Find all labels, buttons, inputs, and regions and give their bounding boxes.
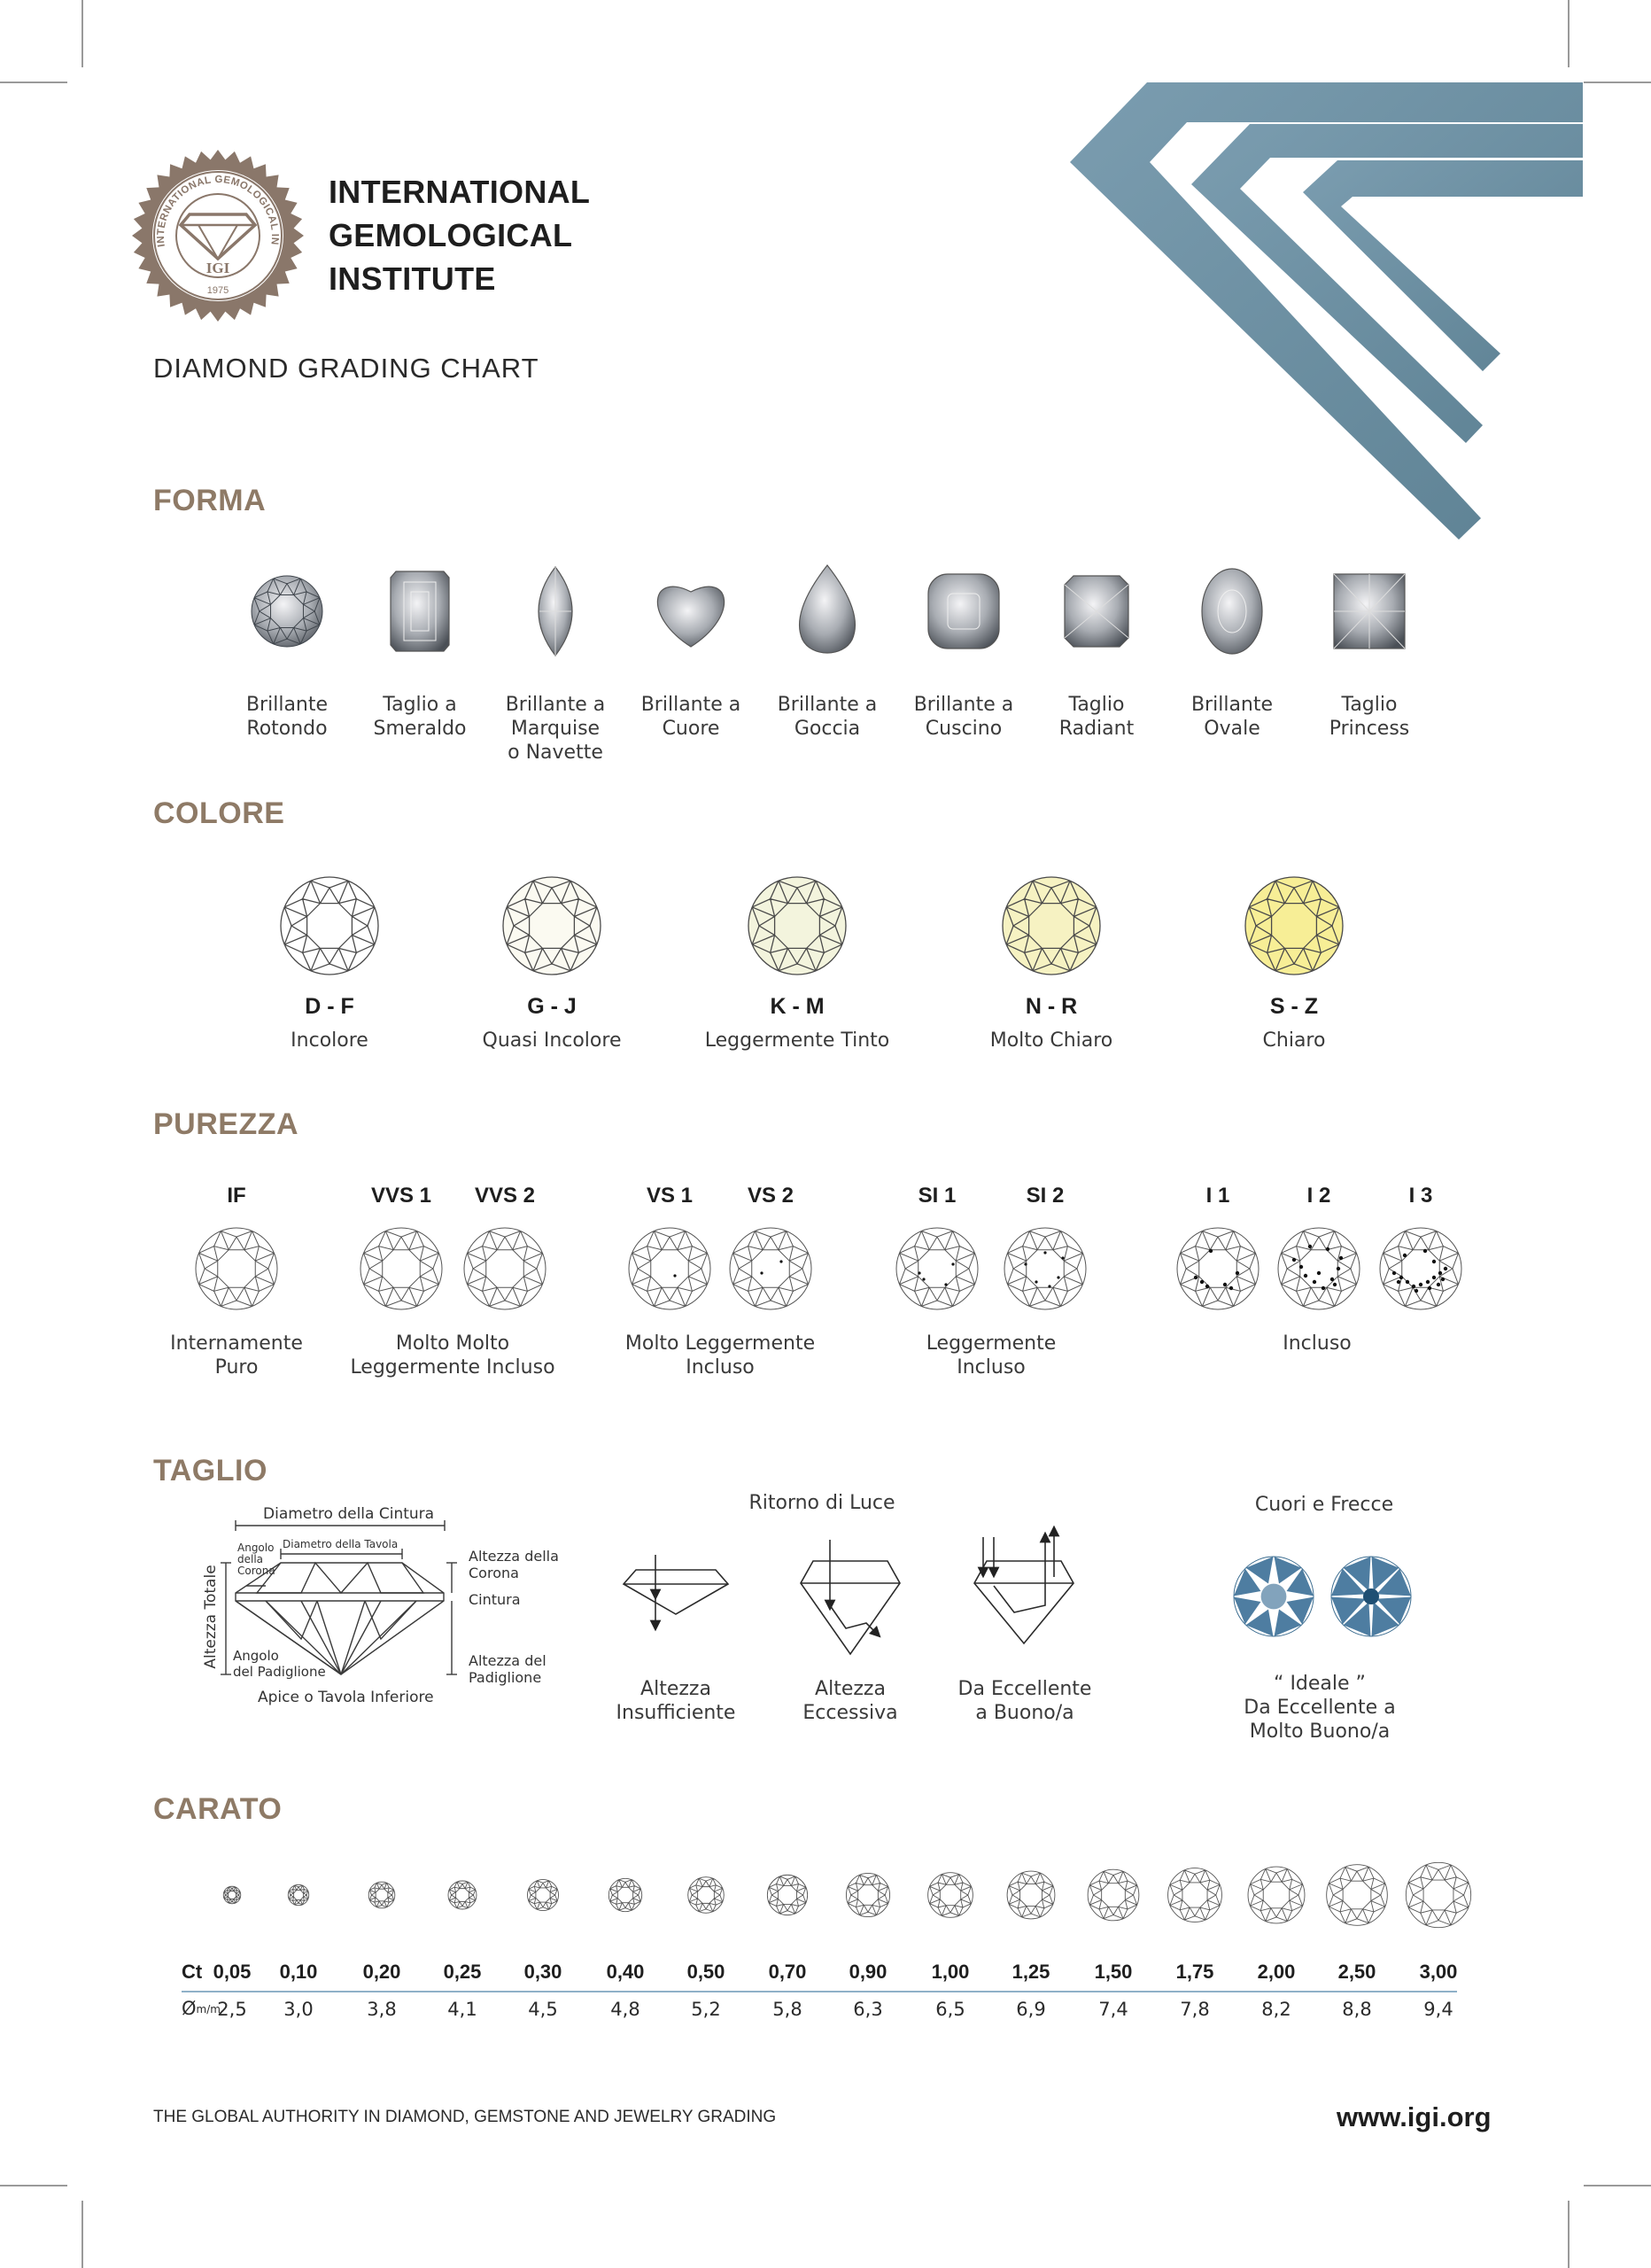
shape-label-line: Brillante a (505, 694, 606, 716)
inclusion-mark (1304, 1274, 1307, 1278)
clarity-group-label (587, 1332, 853, 1379)
clarity-grade-code: SI 1 (918, 1184, 957, 1208)
ct-label: Ct (182, 1961, 203, 1983)
pavilion-angle-line: Angolo (233, 1648, 279, 1664)
inclusion-mark (1236, 1271, 1239, 1275)
inclusion-mark (1444, 1267, 1447, 1270)
clarity-group-line: Leggermente Incluso (350, 1356, 555, 1379)
clarity-grade-code: VVS 1 (370, 1184, 432, 1208)
total-height-label: Altezza Totale (202, 1565, 220, 1669)
good-cut-icon (974, 1531, 1074, 1643)
carat-size-diamond-icon (1168, 1868, 1222, 1922)
shape-label-line: Cuscino (925, 718, 1003, 740)
carat-size-diamond-icon (368, 1882, 395, 1908)
pavilion-height-line: Padiglione (469, 1669, 542, 1686)
carat-size-diamond-icon (767, 1875, 807, 1915)
clarity-grade-diamond-icon (629, 1228, 710, 1309)
inclusion-mark (1313, 1280, 1316, 1284)
carat-diameter: 4,8 (610, 1999, 640, 2020)
carat-diamonds-row (0, 1856, 1651, 1936)
clarity-grade-code: VS 2 (747, 1184, 794, 1208)
igi-seal-logo (127, 141, 305, 322)
marquise-diamond-icon (539, 567, 572, 656)
light-return-title: Ritorno di Luce (748, 1492, 895, 1514)
inclusion-mark (1392, 1271, 1396, 1275)
carat-diameter: 9,4 (1423, 1999, 1453, 2020)
crown-height-line: Corona (469, 1565, 519, 1581)
carat-diameter: 3,0 (283, 1999, 314, 2020)
inclusion-mark (1406, 1280, 1409, 1284)
color-grade-label: Molto Chiaro (989, 1029, 1113, 1052)
carat-weight: 1,75 (1175, 1961, 1214, 1983)
carat-size-diamond-icon (608, 1878, 641, 1911)
footer-tagline: THE GLOBAL AUTHORITY IN DIAMOND, GEMSTONE AND JEWELRY GRADING (153, 2108, 777, 2126)
color-grade-code: N - R (1025, 994, 1078, 1019)
clarity-group-label (1184, 1332, 1450, 1355)
cut-label (753, 1677, 948, 1725)
shape-label-line: Taglio (1341, 694, 1398, 716)
inclusion-mark (1432, 1260, 1436, 1263)
clarity-grade-code: VS 1 (646, 1184, 694, 1208)
footer-url-link[interactable]: www.igi.org (1337, 2101, 1492, 2132)
shape-label-line: Marquise (510, 718, 601, 740)
carat-size-diamond-icon (1088, 1869, 1139, 1921)
shape-label-line: Cuore (662, 718, 720, 740)
seal-year: 1975 (206, 285, 229, 296)
carat-diameter: 6,9 (1016, 1999, 1046, 2020)
pavilion-height-label (469, 1652, 546, 1686)
inclusion-mark (1437, 1283, 1440, 1286)
shape-label (611, 693, 771, 741)
color-grade-code: S - Z (1269, 994, 1319, 1019)
color-diamonds-row (0, 868, 1651, 983)
carat-diameter: 6,5 (935, 1999, 965, 2020)
cut-label-line: Altezza (815, 1678, 886, 1700)
shape-label (1152, 693, 1312, 741)
girdle-label: Cintura (469, 1591, 521, 1608)
carat-size-diamond-icon (1248, 1867, 1305, 1923)
pavilion-height-line: Altezza del (469, 1652, 546, 1669)
carat-weight: 1,50 (1094, 1961, 1133, 1983)
carat-diameter: 7,4 (1098, 1999, 1128, 2020)
organization-name (329, 170, 590, 300)
crop-mark (0, 82, 67, 83)
inclusion-mark (1322, 1286, 1325, 1290)
clarity-grade-code: SI 2 (1026, 1184, 1065, 1208)
shape-label-line: Radiant (1058, 718, 1135, 740)
inclusion-mark (918, 1271, 920, 1274)
carat-weight: 0,20 (362, 1961, 401, 1983)
carat-diameter: 8,2 (1261, 1999, 1291, 2020)
crop-mark (81, 0, 83, 67)
carat-diameter: 7,8 (1180, 1999, 1210, 2020)
inclusion-mark (922, 1278, 925, 1280)
clarity-group-line: Molto Leggermente (624, 1332, 816, 1355)
inclusion-mark (1441, 1278, 1445, 1281)
inclusion-mark (1061, 1256, 1064, 1259)
carat-diameter: 3,8 (367, 1999, 397, 2020)
inclusion-mark (1043, 1251, 1046, 1254)
inclusion-mark (1317, 1271, 1321, 1275)
shape-label-line: Taglio a (383, 694, 457, 716)
clarity-grade-diamond-icon (196, 1228, 277, 1309)
color-grade-label: Incolore (291, 1029, 368, 1052)
chart-title: DIAMOND GRADING CHART (153, 353, 539, 384)
crown-angle-label (237, 1542, 275, 1577)
clarity-grade-diamond-icon (360, 1228, 442, 1309)
clarity-grade-diamond-icon (896, 1228, 978, 1309)
shape-label-line: Princess (1329, 718, 1410, 740)
color-grade-diamond-icon (503, 877, 601, 975)
carat-weight: 0,70 (768, 1961, 807, 1983)
cut-label-line: Da Eccellente (957, 1678, 1092, 1700)
inclusion-mark (1229, 1286, 1233, 1290)
colore-heading: COLORE (153, 796, 285, 830)
shape-label-line: Brillante (1190, 694, 1274, 716)
clarity-grade-diamond-icon (464, 1228, 546, 1309)
carat-weight: 0,10 (279, 1961, 318, 1983)
light-return-diagrams (611, 1524, 1107, 1666)
color-grade-label: Quasi Incolore (482, 1029, 622, 1052)
inclusion-mark (1209, 1249, 1213, 1253)
carat-diameter: 8,8 (1342, 1999, 1372, 2020)
crown-height-line: Altezza della (469, 1548, 559, 1565)
clarity-grade-diamond-icon (1004, 1228, 1086, 1309)
clarity-group-line: Incluso (1283, 1332, 1352, 1355)
color-grade-diamond-icon (1003, 877, 1100, 975)
arrows-pattern-icon (1331, 1557, 1411, 1636)
carat-weight: 3,00 (1419, 1961, 1458, 1983)
inclusion-mark (1330, 1278, 1334, 1281)
inclusion-mark (1339, 1256, 1343, 1260)
inclusion-mark (1428, 1286, 1431, 1290)
org-name-line: INSTITUTE (329, 260, 496, 297)
inclusion-mark (1415, 1289, 1418, 1293)
inclusion-mark (1299, 1265, 1303, 1269)
round-diamond-icon (252, 576, 322, 647)
carat-weight: 0,05 (213, 1961, 252, 1983)
org-name-line: INTERNATIONAL (329, 174, 591, 210)
cushion-diamond-icon (928, 574, 999, 649)
clarity-grade-diamond-icon (730, 1228, 811, 1309)
clarity-grade-diamond-icon (1380, 1228, 1461, 1309)
clarity-grade-diamond-icon (1278, 1228, 1360, 1309)
clarity-grade-code: VVS 2 (474, 1184, 536, 1208)
shape-label-line: Brillante (245, 694, 329, 716)
hearts-arrows-icons (1229, 1555, 1415, 1639)
carat-weight: 0,25 (443, 1961, 482, 1983)
inclusion-mark (1333, 1283, 1337, 1286)
carat-size-diamond-icon (928, 1873, 973, 1918)
inclusion-mark (1412, 1285, 1415, 1288)
radiant-diamond-icon (1065, 576, 1128, 647)
inclusion-mark (1399, 1276, 1403, 1279)
inclusion-mark (760, 1271, 763, 1274)
carat-size-diamond-icon (1007, 1871, 1055, 1919)
inclusion-mark (1292, 1258, 1296, 1262)
clarity-group-line: Incluso (686, 1356, 755, 1379)
carat-diameter: 5,8 (772, 1999, 802, 2020)
girdle-diameter-label: Diametro della Cintura (263, 1505, 435, 1523)
clarity-group-line: Molto Molto (395, 1332, 510, 1355)
color-grade-diamond-icon (1245, 877, 1343, 975)
clarity-group-line: Incluso (957, 1356, 1026, 1379)
carat-size-diamond-icon (223, 1886, 241, 1904)
crop-mark (1584, 2185, 1651, 2186)
crop-mark (0, 2185, 67, 2186)
crown-angle-line: della (237, 1553, 264, 1565)
inclusion-mark (1194, 1276, 1198, 1279)
shape-label-line: Brillante a (777, 694, 878, 716)
shape-label-line: Brillante a (913, 694, 1014, 716)
emerald-diamond-icon (391, 571, 449, 651)
shape-label (1290, 693, 1449, 741)
inclusion-mark (1419, 1283, 1422, 1286)
deep-cut-icon (801, 1540, 900, 1654)
clarity-grade-diamond-icon (1177, 1228, 1259, 1309)
inclusion-mark (944, 1283, 947, 1285)
forma-heading: FORMA (153, 484, 267, 517)
clarity-diamonds-row (0, 1223, 1651, 1311)
cut-label-line: Altezza (640, 1678, 711, 1700)
shallow-cut-icon (624, 1555, 728, 1626)
carat-weight: 0,50 (686, 1961, 725, 1983)
shape-label-line: Smeraldo (373, 718, 467, 740)
carat-size-diamond-icon (448, 1881, 477, 1909)
cut-label-line: Eccessiva (802, 1702, 898, 1724)
clarity-group-line: Internamente (170, 1332, 303, 1355)
carat-size-diamond-icon (1406, 1862, 1470, 1927)
ideal-cut-label (1222, 1672, 1417, 1744)
inclusion-mark (1337, 1267, 1340, 1270)
cut-label (578, 1677, 773, 1725)
crop-mark (81, 2201, 83, 2268)
carat-diameter: 6,3 (853, 1999, 883, 2020)
carat-weight: 2,50 (1337, 1961, 1376, 1983)
carat-weight: 1,00 (931, 1961, 970, 1983)
clarity-grade-code: IF (227, 1184, 246, 1208)
inclusion-mark (1326, 1247, 1329, 1251)
carat-weight: 0,30 (523, 1961, 562, 1983)
purezza-heading: PUREZZA (153, 1107, 299, 1141)
carat-weight: 2,00 (1257, 1961, 1296, 1983)
heart-diamond-icon (657, 586, 724, 647)
diamond-chevron-graphic (1045, 71, 1594, 549)
ideal-line: Molto Buono/a (1249, 1720, 1391, 1743)
inclusion-mark (1057, 1276, 1059, 1278)
clarity-group-line: Leggermente (926, 1332, 1057, 1355)
carat-diameter: 4,5 (528, 1999, 558, 2020)
inclusion-mark (1223, 1283, 1227, 1286)
inclusion-mark (779, 1260, 782, 1262)
inclusion-mark (1423, 1249, 1427, 1253)
ideal-line: Da Eccellente a (1244, 1697, 1396, 1719)
org-name-line: GEMOLOGICAL (329, 217, 573, 253)
carat-diameter: 4,1 (447, 1999, 477, 2020)
carat-diameter: 2,5 (217, 1999, 247, 2020)
carat-size-diamond-icon (1327, 1865, 1388, 1926)
crown-angle-line: Corona (237, 1565, 275, 1577)
crown-angle-line: Angolo (237, 1542, 275, 1554)
carat-divider-line (182, 1991, 1457, 1992)
inclusion-mark (1048, 1285, 1050, 1287)
color-grade-code: D - F (305, 994, 354, 1019)
color-grade-diamond-icon (748, 877, 846, 975)
pavilion-angle-label (233, 1648, 326, 1680)
carat-size-diamond-icon (527, 1879, 558, 1910)
crop-mark (1568, 0, 1570, 67)
clarity-group-label (858, 1332, 1124, 1379)
color-grade-diamond-icon (281, 877, 378, 975)
cut-label-line: a Buono/a (975, 1702, 1074, 1724)
pavilion-angle-line: del Padiglione (233, 1664, 326, 1680)
pear-diamond-icon (800, 565, 856, 653)
inclusion-mark (1308, 1245, 1312, 1248)
carat-size-diamond-icon (688, 1877, 725, 1914)
carat-weight: 0,90 (849, 1961, 888, 1983)
shape-label (748, 693, 907, 741)
carato-heading: CARATO (153, 1792, 283, 1826)
taglio-heading: TAGLIO (153, 1454, 267, 1487)
shape-label-line: Taglio (1068, 694, 1125, 716)
shape-label-line: Brillante a (640, 694, 741, 716)
inclusion-mark (1024, 1262, 1027, 1265)
inclusion-mark (1432, 1276, 1436, 1279)
color-grade-code: K - M (770, 994, 825, 1019)
cut-label (927, 1677, 1122, 1725)
culet-label: Apice o Tavola Inferiore (258, 1689, 434, 1706)
shape-label-line: Rotondo (246, 718, 328, 740)
clarity-grade-code: I 1 (1205, 1184, 1230, 1208)
color-grade-code: G - J (527, 994, 577, 1019)
inclusion-mark (673, 1274, 676, 1277)
shape-label-line: Goccia (794, 718, 861, 740)
inclusion-mark (951, 1262, 954, 1265)
diameter-symbol: Ø (182, 1998, 197, 2019)
inclusion-mark (1205, 1285, 1209, 1288)
carat-diameter: 5,2 (691, 1999, 721, 2020)
inclusion-mark (1426, 1280, 1430, 1284)
hearts-pattern-icon (1234, 1557, 1314, 1636)
inclusion-mark (1438, 1271, 1442, 1275)
table-diameter-label: Diametro della Tavola (283, 1538, 399, 1550)
carat-weight: 0,40 (606, 1961, 645, 1983)
carat-size-diamond-icon (288, 1884, 308, 1905)
inclusion-mark (1397, 1280, 1400, 1284)
oval-diamond-icon (1202, 569, 1262, 654)
color-grade-label: Chiaro (1262, 1029, 1326, 1052)
inclusion-mark (1035, 1280, 1037, 1283)
clarity-group-line: Puro (214, 1356, 259, 1379)
crop-mark (1568, 2201, 1570, 2268)
hearts-arrows-title: Cuori e Frecce (1254, 1494, 1394, 1516)
seal-ring-text: INTERNATIONAL GEMOLOGICAL INSTITUTE (127, 141, 281, 248)
shape-label-line: Ovale (1204, 718, 1260, 740)
clarity-grade-code: I 2 (1306, 1184, 1331, 1208)
princess-diamond-icon (1334, 574, 1405, 649)
ideal-title: “ Ideale ” (1274, 1673, 1366, 1695)
inclusion-mark (1200, 1280, 1204, 1284)
clarity-group-label (320, 1332, 585, 1379)
seal-monogram: IGI (205, 260, 230, 276)
clarity-grade-code: I 3 (1408, 1184, 1433, 1208)
carat-size-diamond-icon (846, 1873, 889, 1916)
diameter-unit: m/m (196, 2003, 221, 2016)
carat-weight: 1,25 (1012, 1961, 1050, 1983)
shape-label-line: o Navette (508, 742, 603, 764)
inclusion-mark (1403, 1254, 1407, 1257)
color-grade-label: Leggermente Tinto (704, 1029, 890, 1052)
cut-label-line: Insufficiente (616, 1702, 736, 1724)
crown-height-label (469, 1548, 559, 1581)
shape-icons-row (0, 549, 1651, 673)
